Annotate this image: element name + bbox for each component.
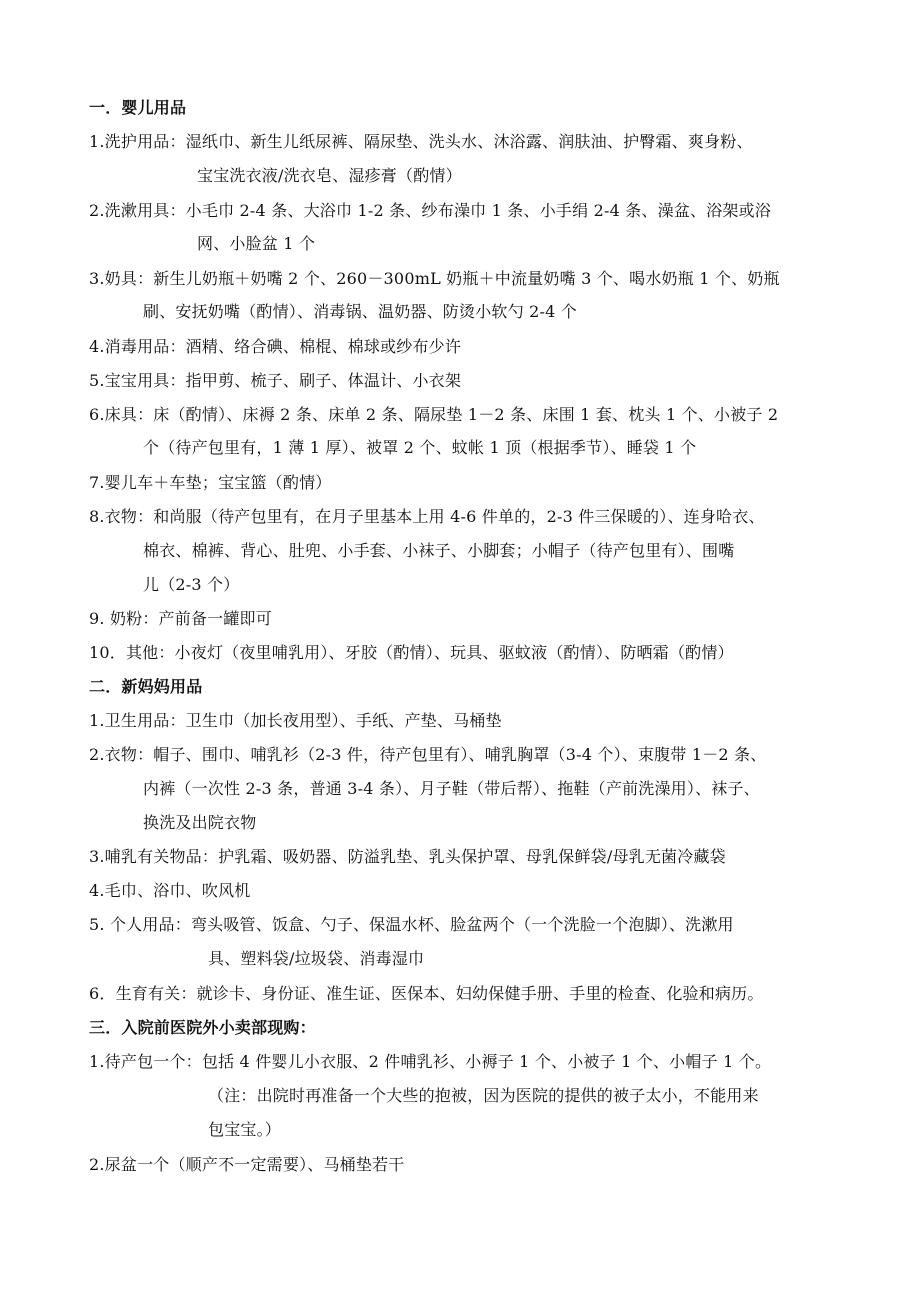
list-item-line: 6.床具：床（酌情）、床褥 2 条、床单 2 条、隔尿垫 1－2 条、床围 1 套、枕头 1 个、小被子 2: [89, 405, 779, 424]
list-item-line: 4.消毒用品：酒精、络合碘、棉棍、棉球或纱布少许: [89, 337, 462, 356]
section-heading-purchase-before-admission: 三．入院前医院外小卖部现购：: [89, 1018, 316, 1037]
list-item-line: 7.婴儿车＋车垫；宝宝篮（酌情）: [89, 473, 332, 492]
list-item-line: 内裤（一次性 2-3 条，普通 3-4 条）、月子鞋（带后帮）、拖鞋（产前洗澡用）、袜子、: [143, 779, 760, 798]
list-item-line: 3.哺乳有关物品：护乳霜、吸奶器、防溢乳垫、乳头保护罩、母乳保鲜袋/母乳无菌冷藏袋: [89, 847, 726, 866]
list-item-line: 3.奶具：新生儿奶瓶＋奶嘴 2 个、260－300mL 奶瓶＋中流量奶嘴 3 个、喝水奶瓶 1 个、奶瓶: [89, 269, 780, 288]
section-heading-mother-items: 二．新妈妈用品: [89, 677, 203, 696]
list-item-line: 2.尿盆一个（顺产不一定需要）、马桶垫若干: [89, 1155, 405, 1174]
list-item-line: 8.衣物：和尚服（待产包里有，在月子里基本上用 4-6 件单的，2-3 件三保暖的）、连身哈衣、: [89, 507, 765, 526]
list-item-line: 1.洗护用品：湿纸巾、新生儿纸尿裤、隔尿垫、洗头水、沐浴露、润肤油、护臀霜、爽身粉、: [89, 132, 753, 151]
list-item-line: 6．生育有关：就诊卡、身份证、准生证、医保本、妇幼保健手册、手里的检查、化验和病历。: [89, 984, 764, 1003]
list-item-line: 2.衣物：帽子、围巾、哺乳衫（2-3 件，待产包里有）、哺乳胸罩（3-4 个）、束腹带 1－2 条、: [89, 745, 767, 764]
list-item-line: 1.待产包一个：包括 4 件婴儿小衣服、2 件哺乳衫、小褥子 1 个、小被子 1 个、小帽子 1 个。: [89, 1052, 772, 1071]
list-item-line: 10．其他：小夜灯（夜里哺乳用）、牙胶（酌情）、玩具、驱蚊液（酌情）、防晒霜（酌情）: [89, 643, 734, 662]
list-item-line: 换洗及出院衣物: [143, 813, 257, 832]
list-item-line: 9. 奶粉：产前备一罐即可: [89, 609, 272, 628]
section-heading-baby-items: 一．婴儿用品: [89, 98, 187, 117]
list-item-line: 网、小脸盆 1 个: [197, 234, 316, 253]
list-item-line: 具、塑料袋/垃圾袋、消毒湿巾: [208, 949, 425, 968]
list-item-line: 个（待产包里有，1 薄 1 厚）、被罩 2 个、蚊帐 1 顶（根据季节）、睡袋 1 个: [143, 438, 697, 457]
list-item-line: 4.毛巾、浴巾、吹风机: [89, 881, 251, 900]
list-item-line: 5.宝宝用具：指甲剪、梳子、刷子、体温计、小衣架: [89, 371, 462, 390]
list-item-line: 1.卫生用品：卫生巾（加长夜用型）、手纸、产垫、马桶垫: [89, 711, 502, 730]
list-item-line: 包宝宝。）: [208, 1120, 282, 1139]
list-item-line: 刷、安抚奶嘴（酌情）、消毒锅、温奶器、防烫小软勺 2-4 个: [143, 302, 577, 321]
list-item-line: （注：出院时再准备一个大些的抱被，因为医院的提供的被子太小，不能用来: [208, 1086, 759, 1105]
list-item-line: 棉衣、棉裤、背心、肚兜、小手套、小袜子、小脚套；小帽子（待产包里有）、围嘴: [143, 541, 735, 560]
list-item-line: 5. 个人用品：弯头吸管、饭盒、勺子、保温水杯、脸盆两个（一个洗脸一个泡脚）、洗漱用: [89, 915, 734, 934]
list-item-line: 儿（2-3 个）: [143, 575, 240, 594]
list-item-line: 宝宝洗衣液/洗衣皂、湿疹膏（酌情）: [197, 166, 462, 185]
list-item-line: 2.洗漱用具：小毛巾 2-4 条、大浴巾 1-2 条、纱布澡巾 1 条、小手绢 2-4 条、澡盆、浴架或浴: [89, 201, 772, 220]
